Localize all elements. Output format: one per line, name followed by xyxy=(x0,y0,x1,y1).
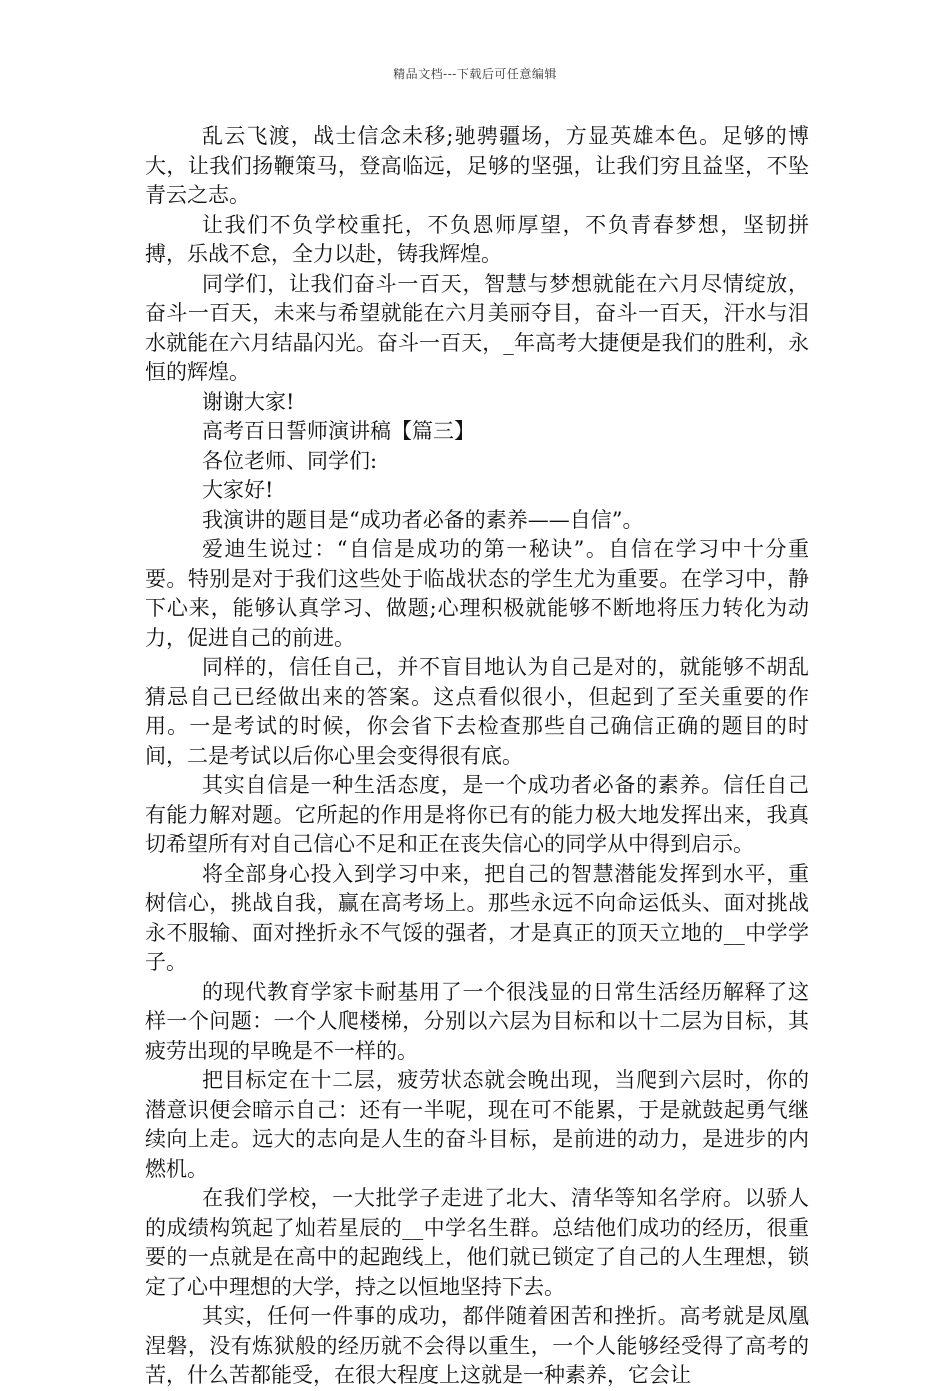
paragraph: 在我们学校，一大批学子走进了北大、清华等知名学府。以骄人的成绩构筑起了灿若星辰的__中学名生群。总结他们成功的经历，很重要的一点就是在高中的起跑线上，他们就已锁定了自己的人生理想，锁定了心中理想的大学，持之以恒地坚持下去。 xyxy=(145,1186,809,1299)
speech-topic: 我演讲的题目是“成功者必备的素养——自信”。 xyxy=(202,507,644,532)
paragraph: 其实自信是一种生活态度，是一个成功者必备的素养。信任自己有能力解对题。它所起的作用是将你已有的能力极大地发挥出来，我真切希望所有对自己信心不足和正在丧失信心的同学从中得到启示。 xyxy=(145,773,809,856)
salutation: 各位老师、同学们: xyxy=(202,448,378,473)
paragraph: 让我们不负学校重托，不负恩师厚望，不负青春梦想，坚韧拼搏，乐战不怠，全力以赴，铸我辉煌。 xyxy=(145,212,809,266)
paragraph: 把目标定在十二层，疲劳状态就会晚出现，当爬到六层时，你的潜意识便会暗示自己：还有一半呢，现在可不能累，于是就鼓起勇气继续向上走。远大的志向是人生的奋斗目标，是前进的动力，是进步的内燃机。 xyxy=(145,1068,809,1181)
paragraph: 其实，任何一件事的成功，都伴随着困苦和挫折。高考就是凤凰涅磐，没有炼狱般的经历就不会得以重生，一个人能够经受得了高考的苦，什么苦都能受，在很大程度上这就是一种素养，它会让 xyxy=(145,1304,809,1387)
paragraph: 同学们，让我们奋斗一百天，智慧与梦想就能在六月尽情绽放，奋斗一百天，未来与希望就能在六月美丽夺目，奋斗一百天，汗水与泪水就能在六月结晶闪光。奋斗一百天，_年高考大捷便是我们的胜利，永恒的辉煌。 xyxy=(145,271,809,384)
greeting: 大家好! xyxy=(202,478,274,502)
paragraph: 爱迪生说过：“自信是成功的第一秘诀”。自信在学习中十分重要。特别是对于我们这些处于临战状态的学生尤为重要。在学习中，静下心来，能够认真学习、做题;心理积极就能够不断地将压力转化为动力，促进自己的前进。 xyxy=(145,537,809,650)
paragraph: 的现代教育学家卡耐基用了一个很浅显的日常生活经历解释了这样一个问题：一个人爬楼梯，分别以六层为目标和以十二层为目标，其疲劳出现的早晚是不一样的。 xyxy=(145,979,809,1063)
paragraph: 乱云飞渡，战士信念未移;驰骋疆场，方显英雄本色。足够的博大，让我们扬鞭策马，登高临远，足够的坚强，让我们穷且益坚，不坠青云之志。 xyxy=(145,124,809,207)
paragraph: 将全部身心投入到学习中来，把自己的智慧潜能发挥到水平，重树信心，挑战自我，赢在高考场上。那些永远不向命运低头、面对挑战永不服输、面对挫折永不气馁的强者，才是真正的顶天立地的__中学学子。 xyxy=(145,861,809,974)
section-title: 高考百日誓师演讲稿【篇三】 xyxy=(202,419,475,443)
page-header: 精品文档---下载后可任意编辑 xyxy=(393,67,557,81)
paragraph: 同样的，信任自己，并不盲目地认为自己是对的，就能够不胡乱猜忌自己已经做出来的答案。这点看似很小，但起到了至关重要的作用。一是考试的时候，你会省下去检查那些自己确信正确的题目的时间，二是考试以后你心里会变得很有底。 xyxy=(145,655,809,768)
closing-thanks: 谢谢大家! xyxy=(202,389,295,414)
document-body xyxy=(145,122,809,1391)
